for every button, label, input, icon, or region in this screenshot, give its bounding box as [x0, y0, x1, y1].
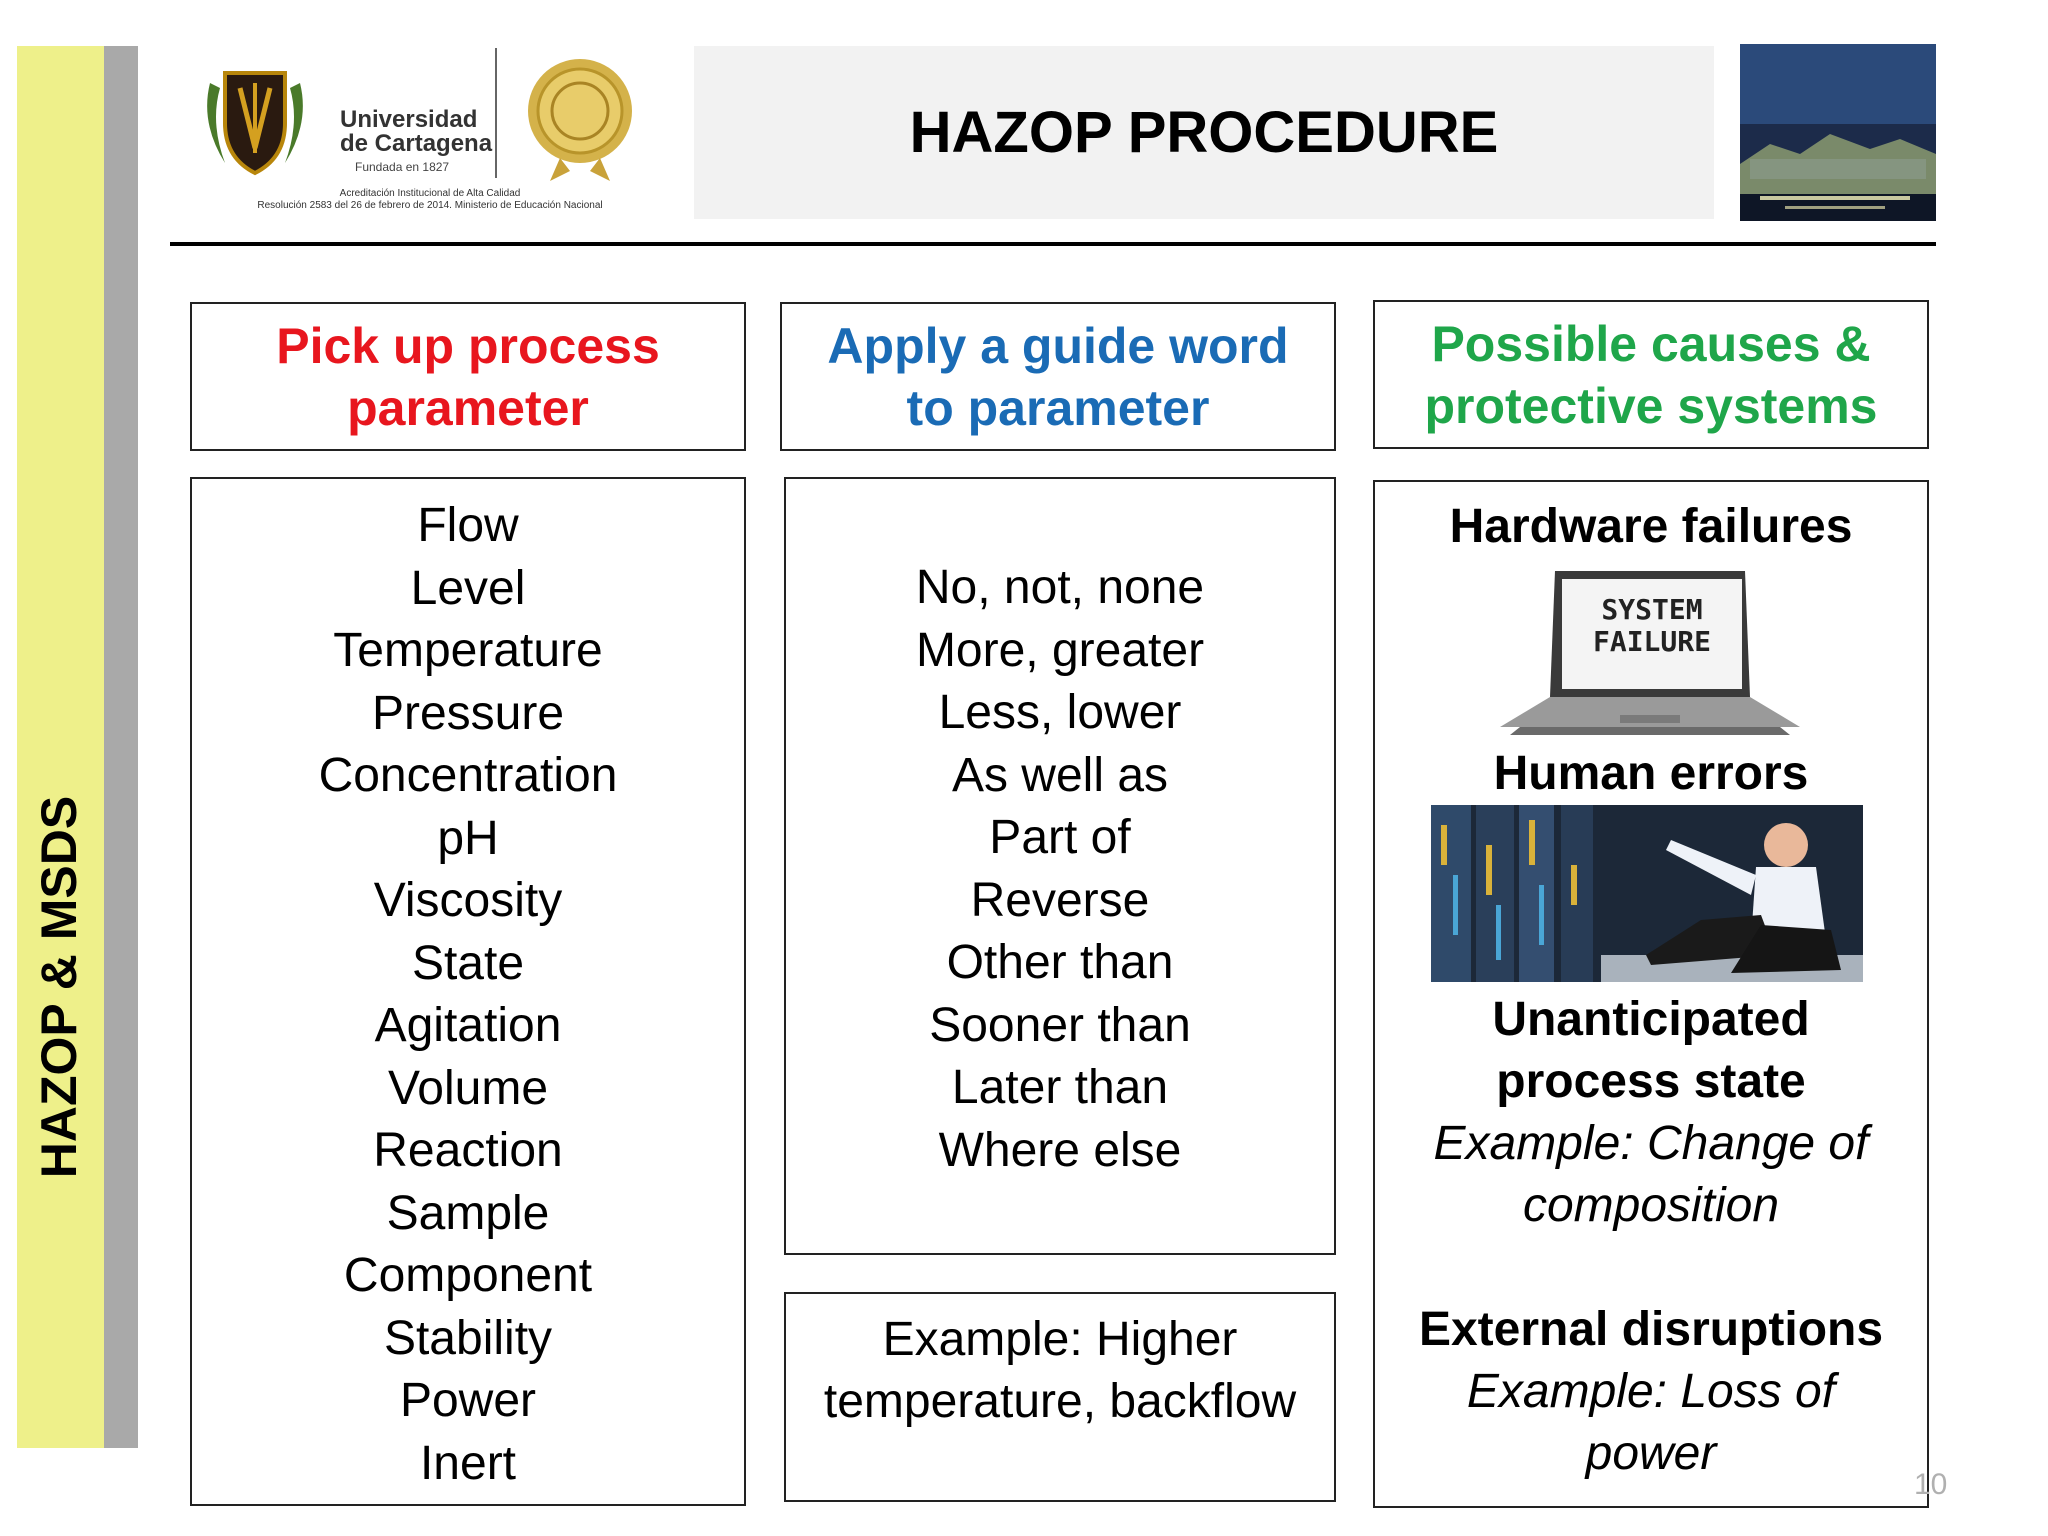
list-item: Reverse [970, 873, 1150, 927]
guide-word-list [784, 477, 1336, 1255]
list-item: Other than [946, 936, 1174, 989]
list-item: Sooner than [929, 998, 1191, 1052]
list-item: Less, lower [938, 686, 1182, 739]
list-item: State [411, 936, 525, 990]
list-item: More, greater [915, 623, 1205, 677]
guide-word-example: Example: Higher temperature, backflow [784, 1292, 1336, 1502]
list-item: Where else [938, 1123, 1182, 1177]
page-title: HAZOP PROCEDURE [694, 46, 1714, 219]
human-error-photo [1431, 805, 1863, 982]
list-item: Later than [951, 1061, 1169, 1114]
page-number: 10 [1914, 1468, 1948, 1501]
list-item: Sample [386, 1186, 550, 1240]
list-item: Volume [387, 1061, 549, 1115]
list-item: Inert [419, 1436, 517, 1490]
university-founded: Fundada en 1827 [355, 160, 450, 174]
laptop-screen-text-2: FAILURE [1592, 625, 1712, 658]
sidebar-label-text: HAZOP & MSDS [31, 795, 88, 1179]
parameter-column-header: Pick up process parameter [190, 302, 746, 451]
book-cover-icon [1740, 44, 1936, 221]
university-logo [190, 48, 650, 228]
gold-seal-icon [525, 53, 635, 183]
human-errors-title: Human errors [1493, 747, 1809, 800]
university-name: Universidad de Cartagena [340, 106, 493, 157]
parameter-list [190, 477, 746, 1506]
unanticipated-example-line2: composition [1522, 1179, 1780, 1232]
accreditation-text: Acreditación Institucional de Alta Calidad Resolución 2583 del 26 de febrero de 2014. Ministerio de Educación Nacional [257, 188, 603, 211]
sidebar-gray-band [104, 46, 138, 1448]
list-item: Component [343, 1249, 593, 1302]
list-item: No, not, none [915, 561, 1205, 614]
unanticipated-example-line1: Example: Change of [1433, 1117, 1869, 1170]
list-item: pH [437, 811, 499, 865]
causes-column-header: Possible causes & protective systems [1373, 300, 1929, 449]
list-item: Part of [989, 811, 1131, 864]
list-item: Agitation [374, 999, 562, 1052]
external-example-line2: power [1585, 1427, 1717, 1480]
laptop-screen-text-1: SYSTEM [1601, 593, 1703, 626]
list-item: Reaction [373, 1124, 563, 1177]
list-item: As well as [951, 748, 1169, 802]
external-disruptions-title: External disruptions [1418, 1303, 1884, 1356]
list-item: Concentration [318, 749, 618, 802]
external-example-line1: Example: Loss of [1466, 1365, 1836, 1418]
university-crest-icon [190, 53, 320, 183]
list-item: Level [410, 561, 526, 615]
laptop-system-failure-icon [1460, 567, 1840, 737]
causes-panel [1373, 480, 1929, 1508]
sidebar-label [14, 46, 104, 1448]
list-item: Stability [383, 1311, 553, 1365]
hardware-failures-title: Hardware failures [1449, 500, 1853, 553]
unanticipated-title-line2: process state [1496, 1055, 1806, 1108]
guide-word-column-header: Apply a guide word to parameter [780, 302, 1336, 451]
list-item: Flow [417, 499, 519, 552]
list-item: Viscosity [373, 874, 563, 927]
book-cover-image [1740, 44, 1936, 221]
list-item: Power [399, 1374, 537, 1427]
unanticipated-title-line1: Unanticipated [1492, 993, 1810, 1046]
logo-divider [495, 48, 497, 178]
list-item: Pressure [371, 686, 565, 740]
list-item: Temperature [333, 624, 603, 677]
server-room-person-icon [1431, 805, 1863, 982]
header-divider [170, 242, 1936, 246]
